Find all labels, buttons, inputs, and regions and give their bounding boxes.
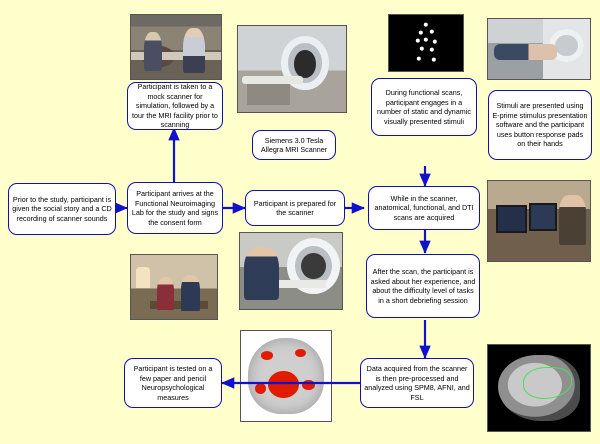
node-prepared-label: Participant is prepared for the scanner: [253, 198, 337, 217]
node-stimuli-task-label: During functional scans, participant engages in a number of static and dynamic visually presented stimuli: [377, 88, 471, 126]
node-eprime-label: Stimuli are presented using E-prime stimulus presentation software and the participant uses button response pads on their hands: [492, 101, 588, 149]
mock-scanner-photo: [130, 14, 222, 80]
node-eprime: [488, 90, 592, 160]
node-prepared: [245, 190, 345, 226]
neuropsych-testing-photo: [130, 254, 218, 320]
node-debrief-label: After the scan, the participant is asked about her experience, and about the difficulty level of tasks in a short debriefing session: [370, 267, 476, 305]
participant-preparation-photo: [239, 232, 343, 310]
node-neuropsych-label: Participant is tested on a few paper and pencil Neuropsychological measures: [133, 364, 213, 402]
node-mock-scanner: [127, 82, 223, 130]
node-debrief: [366, 254, 480, 318]
node-pre-study-label: Prior to the study, participant is given the social story and a CD recording of scanner sounds: [12, 194, 112, 223]
sagittal-brain-mri-photo: [487, 344, 591, 432]
node-stimuli-task: [371, 78, 477, 136]
node-arrives: [127, 182, 223, 234]
mri-scanner-photo: [237, 25, 347, 113]
node-mock-scanner-label: Participant is taken to a mock scanner for simulation, followed by a tour the MRI facility prior to scanning: [132, 82, 218, 130]
control-room-console-photo: [487, 180, 591, 262]
node-arrives-label: Participant arrives at the Functional Neuroimaging Lab for the study and signs the consent form: [131, 189, 219, 227]
node-neuropsych: [124, 358, 222, 408]
node-scans-acquired: [368, 186, 480, 230]
node-analysis-label: Data acquired from the scanner is then pre-processed and analyzed using SPM8, AFNI, and FSL: [364, 364, 470, 402]
node-scans-acquired-label: While in the scanner, anatomical, functional, and DTI scans are acquired: [374, 193, 474, 222]
caption-siemens-scanner: [252, 130, 336, 160]
caption-siemens-scanner-label: Siemens 3.0 Tesla Allegra MRI Scanner: [260, 135, 328, 154]
brain-activation-map-photo: [240, 330, 332, 422]
node-pre-study: [8, 183, 116, 235]
participant-in-scanner-photo: [487, 18, 591, 80]
point-light-walker-stimulus-photo: [388, 14, 464, 72]
node-analysis: [360, 358, 474, 408]
